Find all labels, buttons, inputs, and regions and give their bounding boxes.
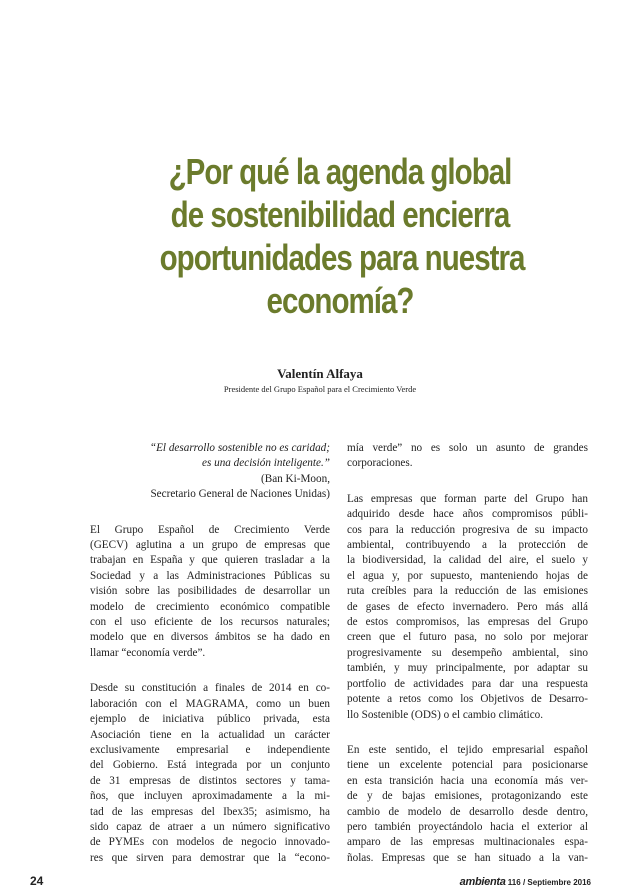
text-line: corporaciones. — [347, 457, 413, 470]
text-line: llamar “economía verde”. — [90, 646, 206, 659]
text-line: la biodiversidad, la calidad del aire, el suelo y — [347, 554, 588, 567]
issue-number: 116 — [507, 878, 521, 887]
footer-separator: / — [522, 878, 526, 887]
text-line: de PYMEs con modelos de negocio innovado- — [90, 836, 330, 849]
text-line: de y de bajas emisiones, protagonizando este — [347, 790, 588, 803]
paragraph — [90, 523, 330, 662]
article-title — [159, 150, 525, 322]
text-line: tad de las empresas del Ibex35; asimismo, ha — [90, 805, 330, 818]
text-line: Sociedad y a las Administraciones Públicas su — [90, 569, 330, 582]
text-line: res que sirven para demostrar que la “econo- — [90, 851, 330, 864]
title-line: oportunidades para nuestra — [159, 237, 525, 278]
text-line: En este sentido, el tejido empresarial español — [347, 743, 588, 756]
text-line: El Grupo Español de Crecimiento Verde — [90, 523, 330, 536]
text-line: cos para la reducción progresiva de su impacto — [347, 523, 588, 536]
text-line: progresivamente su desempeño ambiental, sino — [347, 646, 588, 659]
text-line: llo Sostenible (ODS) o el cambio climático. — [347, 708, 544, 721]
text-line: cambio de modelo de desarrollo desde dentro, — [347, 805, 588, 818]
text-line: adquirido desde hace años compromisos públi- — [347, 508, 588, 521]
issue-date: Septiembre 2016 — [527, 878, 591, 887]
text-line: con el uso eficiente de los recursos naturales; — [90, 616, 330, 629]
right-column — [347, 441, 588, 866]
text-line: trabajan en España y que quieren trasladar a la — [90, 554, 330, 567]
text-line: ruta creíbles para la reducción de las emisiones — [347, 585, 588, 598]
magazine-name: ambienta — [459, 876, 506, 888]
title-line: economía? — [266, 280, 414, 321]
text-line: modelo de crecimiento económico compatible — [90, 600, 330, 613]
magazine-footer — [460, 876, 591, 888]
text-line: ejemplo de iniciativa público privada, esta — [90, 713, 330, 726]
text-line: tiene un excelente potencial para posicionarse — [347, 759, 588, 772]
text-line: de 31 empresas de distintos sectores y tama- — [90, 774, 330, 787]
text-line: laboración con el MAGRAMA, como un buen — [90, 697, 330, 710]
paragraph — [347, 743, 588, 866]
text-line: mía verde” no es solo un asunto de grandes — [347, 442, 588, 454]
text-line: Asociación tiene en la actualidad un carácter — [90, 728, 330, 741]
paragraph — [347, 492, 588, 723]
text-line: sido capaz de atraer a un número significativo — [90, 820, 330, 833]
text-line: visión sobre las posibilidades de desarrollar un — [90, 585, 330, 598]
text-line: (GECV) aglutina a un grupo de empresas que — [90, 539, 330, 552]
text-line: pero también proyectándolo hacia el exterior al — [347, 820, 588, 833]
title-line: ¿Por qué la agenda global — [168, 151, 512, 192]
author-name: Valentín Alfaya — [277, 366, 363, 381]
text-line: Las empresas que forman parte del Grupo han — [347, 492, 588, 505]
text-line: ñolas. Empresas que se han situado a la van- — [347, 851, 588, 864]
author-role: Presidente del Grupo Español para el Crecimiento Verde — [223, 384, 417, 394]
quote-line: es una decisión inteligente.” — [201, 457, 330, 470]
text-line: creen que el futuro pasa, no solo por mejorar — [347, 631, 588, 644]
text-line: de estos compromisos, las empresas del Grupo — [347, 616, 588, 629]
quote-line: “El desarrollo sostenible no es caridad; — [149, 442, 330, 454]
text-line: amparo de las empresas multinacionales espa- — [347, 836, 588, 849]
text-line: también, y muy principalmente, por adaptar su — [347, 662, 588, 675]
text-line: de gases de efecto invernadero. Pero más allá — [347, 600, 588, 613]
text-line: potente a retos como los Objetivos de Desarro- — [347, 693, 588, 706]
text-line: portfolio de actividades para dar una respuesta — [347, 677, 588, 690]
text-line: exclusivamente empresarial e independiente — [90, 743, 330, 756]
left-column — [90, 441, 330, 866]
paragraph — [347, 441, 588, 472]
text-line: ños, que incluyen aproximadamente a la mi- — [90, 790, 330, 803]
text-line: modelo que en diversos ámbitos se ha dado en — [90, 631, 330, 644]
text-line: ambiental, contribuyendo a la protección de — [347, 539, 588, 552]
text-line: en esta transición hacia una economía más ver- — [347, 774, 588, 787]
text-line: el agua y, por supuesto, manteniendo hojas de — [347, 569, 588, 582]
epigraph-quote — [90, 441, 330, 503]
page-number: 24 — [30, 874, 44, 888]
paragraph — [90, 681, 330, 866]
text-line: Desde su constitución a finales de 2014 en co- — [90, 682, 330, 695]
quote-attribution: Secretario General de Naciones Unidas) — [150, 488, 330, 501]
quote-attribution: (Ban Ki-Moon, — [261, 472, 330, 485]
title-line: de sostenibilidad encierra — [170, 194, 510, 235]
text-line: del Gobierno. Está integrada por un conjunto — [90, 759, 330, 772]
